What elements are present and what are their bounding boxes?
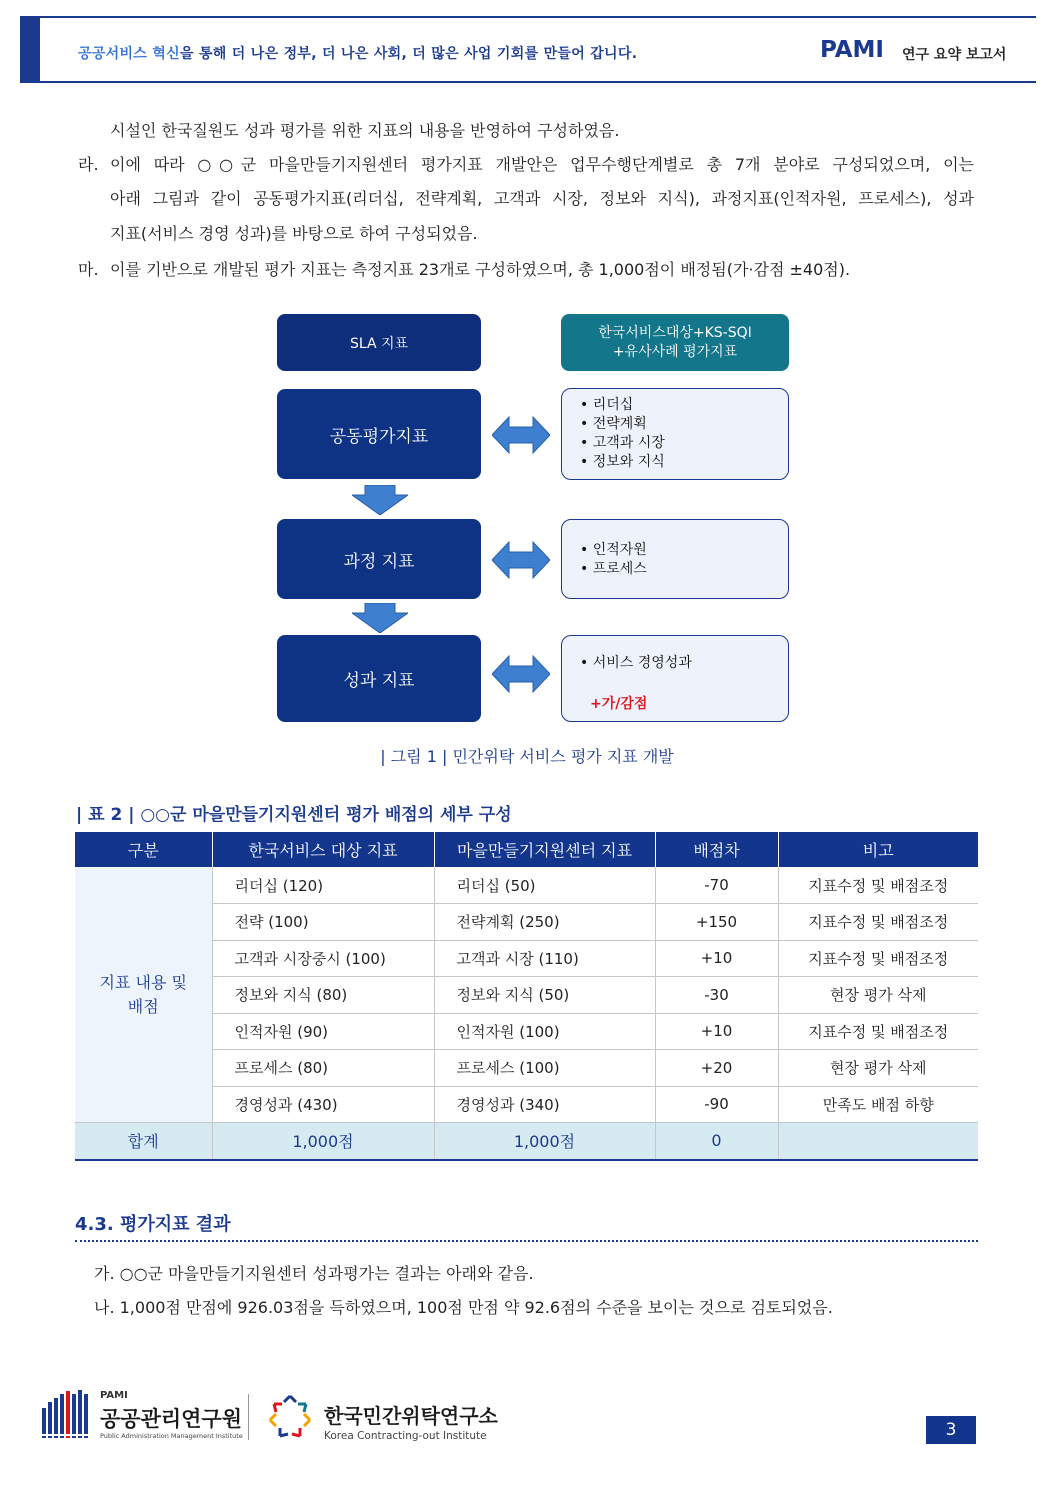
page-header	[20, 16, 1036, 83]
page-number: 3	[926, 1416, 976, 1444]
table-cell: +150	[655, 904, 778, 941]
body-line: 지표(서비스 경영 성과)를 바탕으로 하여 구성되었음.	[110, 224, 478, 243]
common-index-box	[277, 389, 481, 479]
category-cell	[75, 867, 212, 1123]
column-header: 한국서비스 대상 지표	[212, 832, 434, 867]
header-accent-bar	[20, 18, 40, 81]
kcoi-logo-icon	[266, 1392, 314, 1442]
pami-logo-icon	[40, 1388, 90, 1440]
column-header: 마을만들기지원센터 지표	[434, 832, 655, 867]
section-heading: 4.3. 평가지표 결과	[75, 1214, 231, 1235]
sla-index-label: SLA 지표	[349, 335, 409, 352]
table-cell: 고객과 시장 (110)	[434, 940, 655, 977]
table-cell: 정보와 지식 (80)	[212, 977, 434, 1014]
table-cell: 경영성과 (340)	[434, 1086, 655, 1123]
outcome-index-box	[277, 635, 481, 722]
table-title: | 표 2 | ○○군 마을만들기지원센터 평가 배점의 세부 구성	[76, 805, 512, 825]
category-label: 지표 내용 및	[99, 972, 187, 992]
double-arrow-icon	[492, 539, 550, 581]
ks-sqi-label-2: +유사사례 평가지표	[612, 343, 738, 360]
table-cell: +10	[655, 940, 778, 977]
footer-divider	[248, 1394, 249, 1440]
body-line: 이에 따라 ○○군 마을만들기지원센터 평가지표 개발안은 업무수행단계별로 총 7개 분야로 구성되었으며, 이는	[110, 155, 974, 174]
table-cell: 지표수정 및 배점조정	[778, 1013, 978, 1050]
outcome-index-list	[561, 635, 789, 722]
table-cell: 만족도 배점 하향	[778, 1086, 978, 1123]
table-cell: -70	[655, 867, 778, 904]
kcoi-org-name: 한국민간위탁연구소	[324, 1404, 498, 1428]
table-cell: 지표수정 및 배점조정	[778, 904, 978, 941]
table-cell: +20	[655, 1050, 778, 1087]
outcome-index-label: 성과 지표	[343, 671, 415, 691]
list-item: • 전략계획	[580, 415, 788, 434]
table-cell: 현장 평가 삭제	[778, 1050, 978, 1087]
process-index-label: 과정 지표	[343, 551, 415, 572]
body-line: 이를 기반으로 개발된 평가 지표는 측정지표 23개로 구성하였으며, 총 1,000점이 배정됨(가·감점 ±40점).	[110, 260, 851, 279]
header-slogan: 공공서비스 혁신을 통해 더 나은 정부, 더 나은 사회, 더 많은 사업 기회를 만들어 갑니다.	[78, 46, 638, 62]
header-report-title: 연구 요약 보고서	[902, 47, 1007, 63]
double-arrow-icon	[492, 653, 550, 695]
table-cell: -30	[655, 977, 778, 1014]
list-item: • 정보와 지식	[580, 453, 788, 472]
process-index-box	[277, 519, 481, 599]
bonus-deduction-label: +가/감점	[590, 696, 648, 712]
list-item: • 프로세스	[580, 560, 788, 579]
process-index-list	[561, 519, 789, 599]
figure-caption: | 그림 1 | 민간위탁 서비스 평가 지표 개발	[380, 747, 674, 766]
pami-org-english: Public Administration Management Institute	[100, 1432, 243, 1440]
ks-sqi-box	[561, 314, 789, 371]
table-cell: 지표수정 및 배점조정	[778, 867, 978, 904]
down-arrow-icon	[352, 485, 408, 515]
table-cell: 현장 평가 삭제	[778, 977, 978, 1014]
column-header: 배점차	[655, 832, 778, 867]
ks-sqi-label-1: 한국서비스대상+KS-SQI	[598, 324, 752, 341]
table-header-row	[75, 832, 978, 867]
total-cell: 합계	[75, 1123, 212, 1160]
total-cell: 1,000점	[212, 1123, 434, 1160]
list-marker-ma: 마.	[78, 260, 99, 279]
body-line: 가. ○○군 마을만들기지원센터 성과평가는 결과는 아래와 같음.	[94, 1264, 534, 1283]
table-cell: 인적자원 (90)	[212, 1013, 434, 1050]
total-cell	[778, 1123, 978, 1160]
column-header: 구분	[75, 832, 212, 867]
table-cell: 전략 (100)	[212, 904, 434, 941]
table-cell: 리더십 (50)	[434, 867, 655, 904]
table-cell: -90	[655, 1086, 778, 1123]
score-table	[75, 832, 978, 1161]
table-cell: 프로세스 (100)	[434, 1050, 655, 1087]
list-item: • 고객과 시장	[580, 434, 788, 453]
pami-org-name: 공공관리연구원	[100, 1407, 243, 1431]
column-header: 비고	[778, 832, 978, 867]
table-cell: 지표수정 및 배점조정	[778, 940, 978, 977]
down-arrow-icon	[352, 603, 408, 633]
list-item: • 인적자원	[580, 541, 788, 560]
table-cell: 전략계획 (250)	[434, 904, 655, 941]
list-item: • 리더십	[580, 396, 788, 415]
table-cell: 인적자원 (100)	[434, 1013, 655, 1050]
section-divider	[75, 1240, 978, 1242]
common-index-list	[561, 388, 789, 480]
table-row	[75, 867, 978, 904]
table-cell: 경영성과 (430)	[212, 1086, 434, 1123]
table-cell: 리더십 (120)	[212, 867, 434, 904]
table-cell: +10	[655, 1013, 778, 1050]
list-marker-ra: 라.	[78, 155, 99, 174]
table-cell: 고객과 시장중시 (100)	[212, 940, 434, 977]
sla-index-box	[277, 314, 481, 371]
kcoi-org-english: Korea Contracting-out Institute	[324, 1430, 487, 1442]
total-cell: 1,000점	[434, 1123, 655, 1160]
common-index-label: 공동평가지표	[329, 426, 429, 447]
double-arrow-icon	[492, 414, 550, 456]
table-cell: 정보와 지식 (50)	[434, 977, 655, 1014]
total-cell: 0	[655, 1123, 778, 1160]
body-line: 아래 그림과 같이 공동평가지표(리더십, 전략계획, 고객과 시장, 정보와 지식), 과정지표(인적자원, 프로세스), 성과	[110, 189, 974, 208]
pami-small-label: PAMI	[100, 1390, 128, 1401]
table-cell: 프로세스 (80)	[212, 1050, 434, 1087]
table-total-row	[75, 1123, 978, 1160]
body-line: 시설인 한국질원도 성과 평가를 위한 지표의 내용을 반영하여 구성하였음.	[110, 121, 620, 140]
header-brand: PAMI	[820, 37, 884, 63]
category-label: 배점	[127, 996, 159, 1016]
body-line: 나. 1,000점 만점에 926.03점을 득하였으며, 100점 만점 약 92.6점의 수준을 보이는 것으로 검토되었음.	[94, 1298, 833, 1317]
list-item: • 서비스 경영성과	[580, 654, 788, 673]
